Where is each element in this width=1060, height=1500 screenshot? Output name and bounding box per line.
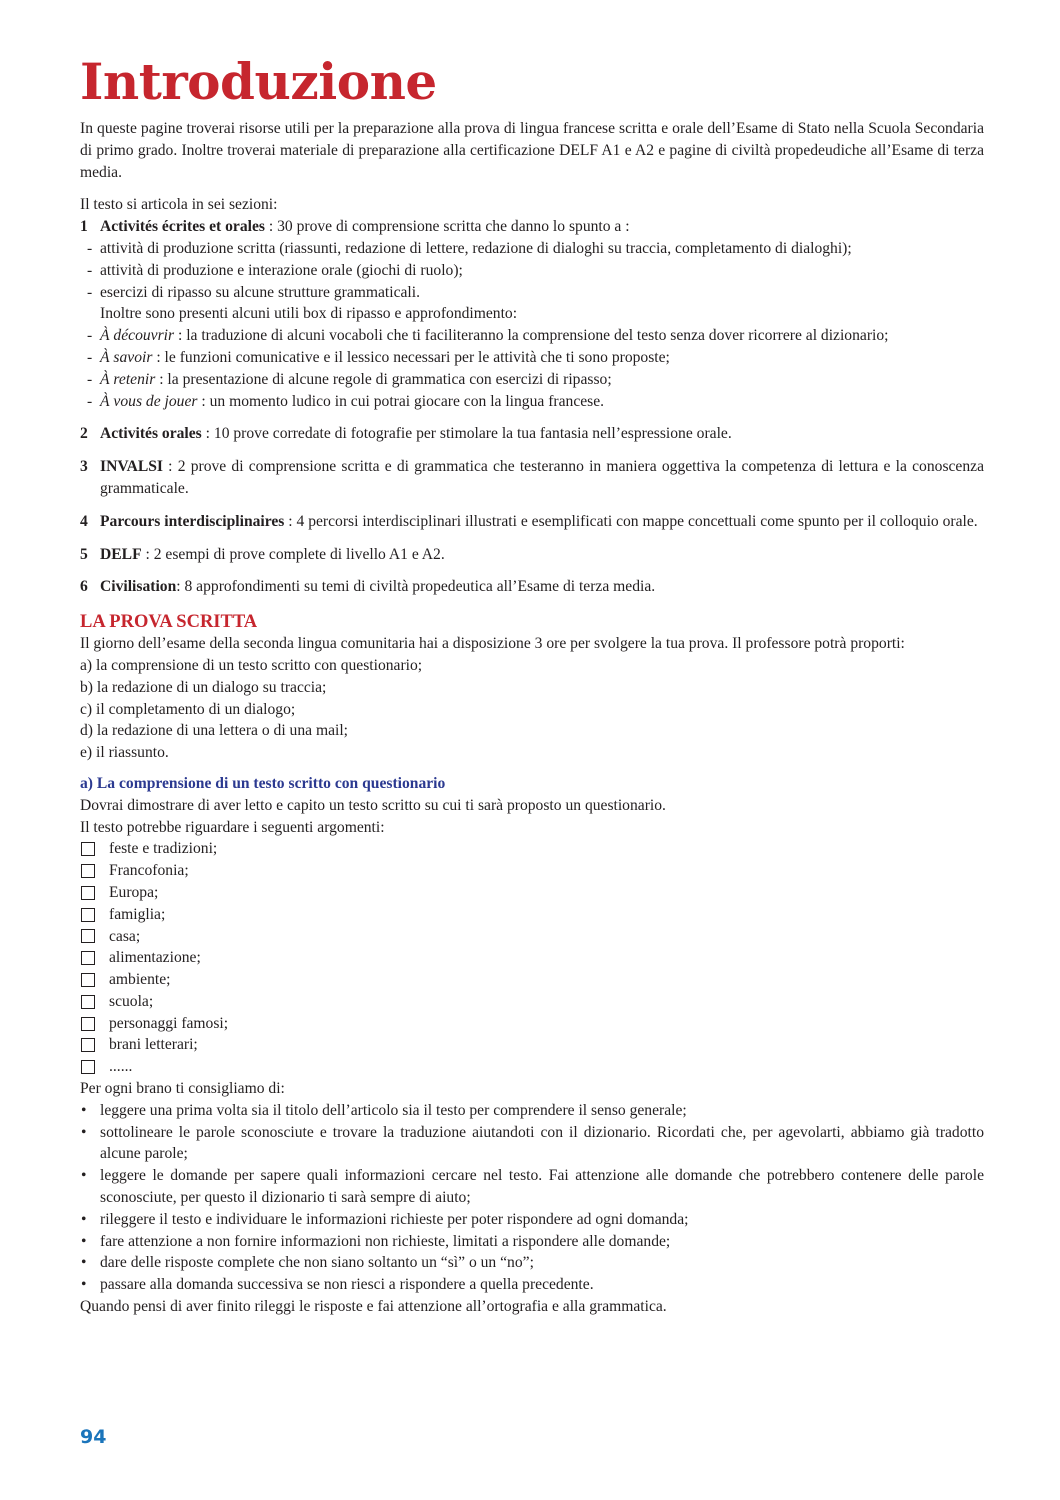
section-1-item: - attività di produzione scritta (riassunti, redazione di lettere, redazione di dialoghi su traccia, completamento di dialoghi);	[87, 239, 852, 257]
checkbox-icon	[81, 1060, 95, 1074]
box-item: - À découvrir : la traduzione di alcuni vocaboli che ti faciliteranno la comprensione del testo senza dover ricorrere al dizionario;	[87, 327, 889, 345]
section-3: 3 INVALSI : 2 prove di comprensione scritta e di grammatica che testeranno in maniera oggettiva la competenza di lettura e la conoscenza grammaticale.	[80, 458, 984, 497]
bullet-icon: •	[81, 1232, 87, 1250]
checkbox-icon	[81, 973, 95, 987]
advice-intro: Per ogni brano ti consigliamo di:	[80, 1080, 285, 1098]
advice-item: • dare delle risposte complete che non siano soltanto un “sì” o un “no”;	[80, 1252, 984, 1274]
bullet-icon: •	[81, 1254, 87, 1272]
section-1	[80, 216, 984, 238]
topic-item: Francofonia;	[80, 860, 984, 882]
box-item: - À savoir : le funzioni comunicative e il lessico necessari per le attività che ti sono proposte;	[87, 348, 670, 366]
section-2: 2 Activités orales : 10 prove corredate di fotografie per stimolare la tua fantasia nell’espressione orale.	[80, 425, 732, 443]
page-number: 94	[80, 1426, 107, 1448]
section-4: 4 Parcours interdisciplinaires : 4 percorsi interdisciplinari illustrati e esemplificati con mappe concettuali come spunto per il colloquio orale.	[80, 512, 978, 530]
prova-item: e) il riassunto.	[80, 744, 169, 762]
section-name: Activités écrites et orales	[100, 218, 265, 236]
prova-item: a) la comprensione di un testo scritto con questionario;	[80, 656, 423, 674]
checkbox-icon	[81, 951, 95, 965]
intro-paragraph: In queste pagine troverai risorse utili per la preparazione alla prova di lingua francese scritta e orale dell’Esame di Stato nella Scuola Secondaria di primo grado. Inoltre troverai materiale di preparazione alla certificazione DELF A1 e A2 e pagine di civiltà propedeudiche all’Esame di terza media.	[80, 120, 984, 181]
advice-item: • passare alla domanda successiva se non riesci a rispondere a quella precedente.	[80, 1274, 984, 1296]
topic-item: alimentazione;	[80, 947, 984, 969]
advice-item: • fare attenzione a non fornire informazioni non richieste, limitati a rispondere alle domande;	[80, 1231, 984, 1253]
advice-item: • leggere le domande per sapere quali informazioni cercare nel testo. Fai attenzione alle domande che potrebbero contenere delle parole sconosciute, per questo il dizionario ti sarà sempre di aiuto;	[81, 1167, 984, 1207]
checkbox-icon	[81, 908, 95, 922]
checkbox-icon	[81, 995, 95, 1009]
checkbox-icon	[81, 842, 95, 856]
bullet-icon: •	[81, 1167, 87, 1185]
topic-item: feste e tradizioni;	[80, 838, 984, 860]
prova-text: Il giorno dell’esame della seconda lingua comunitaria hai a disposizione 3 ore per svolgere la tua prova. Il professore potrà proporti:	[80, 635, 905, 653]
checkbox-icon	[81, 886, 95, 900]
section-5: 5 DELF : 2 esempi di prove complete di livello A1 e A2.	[80, 545, 445, 563]
bullet-icon: •	[81, 1101, 87, 1119]
topic-item: ambiente;	[80, 969, 984, 991]
topic-item: brani letterari;	[80, 1034, 984, 1056]
closing-text: Quando pensi di aver finito rileggi le risposte e fai attenzione all’ortografia e alla grammatica.	[80, 1298, 667, 1316]
bullet-icon: •	[81, 1276, 87, 1294]
advice-item: • rileggere il testo e individuare le informazioni richieste per poter rispondere ad ogni domanda;	[80, 1209, 984, 1231]
page-content	[80, 52, 984, 1318]
section-number: 1	[80, 218, 88, 236]
checkbox-icon	[81, 864, 95, 878]
topic-item: casa;	[80, 926, 984, 948]
section-text: : 30 prove di comprensione scritta che danno lo spunto a :	[264, 218, 630, 236]
prova-item: d) la redazione di una lettera o di una mail;	[80, 722, 349, 740]
topic-item: ......	[80, 1056, 984, 1078]
checkbox-icon	[81, 1038, 95, 1052]
sections-intro: Il testo si articola in sei sezioni:	[80, 196, 278, 214]
bullet-icon: •	[81, 1123, 87, 1141]
boxes-intro: Inoltre sono presenti alcuni utili box di ripasso e approfondimento:	[100, 305, 518, 323]
advice-item: • leggere una prima volta sia il titolo dell’articolo sia il testo per comprendere il senso generale;	[80, 1100, 984, 1122]
comprensione-heading: a) La comprensione di un testo scritto con questionario	[80, 774, 446, 792]
page-title: Introduzione	[80, 52, 437, 111]
prova-item: b) la redazione di un dialogo su traccia;	[80, 678, 327, 696]
section-1-item: - attività di produzione e interazione orale (giochi di ruolo);	[87, 261, 463, 279]
section-6: 6 Civilisation: 8 approfondimenti su temi di civiltà propedeutica all’Esame di terza media.	[80, 578, 656, 596]
topic-item: personaggi famosi;	[80, 1013, 984, 1035]
comprensione-line: Dovrai dimostrare di aver letto e capito un testo scritto su cui ti sarà proposto un questionario.	[80, 796, 666, 814]
topic-item: Europa;	[80, 882, 984, 904]
topic-item: scuola;	[80, 991, 984, 1013]
box-item: - À vous de jouer : un momento ludico in cui potrai giocare con la lingua francese.	[87, 392, 605, 410]
section-1-item: - esercizi di ripasso su alcune strutture grammaticali.	[87, 283, 420, 301]
box-item: - À retenir : la presentazione di alcune regole di grammatica con esercizi di ripasso;	[87, 370, 612, 388]
checkbox-icon	[81, 1017, 95, 1031]
bullet-icon: •	[81, 1210, 87, 1228]
checkbox-icon	[81, 929, 95, 943]
prova-heading: LA PROVA SCRITTA	[80, 612, 258, 633]
advice-item: • sottolineare le parole sconosciute e trovare la traduzione aiutandoti con il dizionario. Ricordati che, per agevolarti, abbiamo già tradotto alcune parole;	[81, 1123, 984, 1163]
topic-item: famiglia;	[80, 904, 984, 926]
prova-item: c) il completamento di un dialogo;	[80, 700, 296, 718]
comprensione-line: Il testo potrebbe riguardare i seguenti argomenti:	[80, 818, 385, 836]
